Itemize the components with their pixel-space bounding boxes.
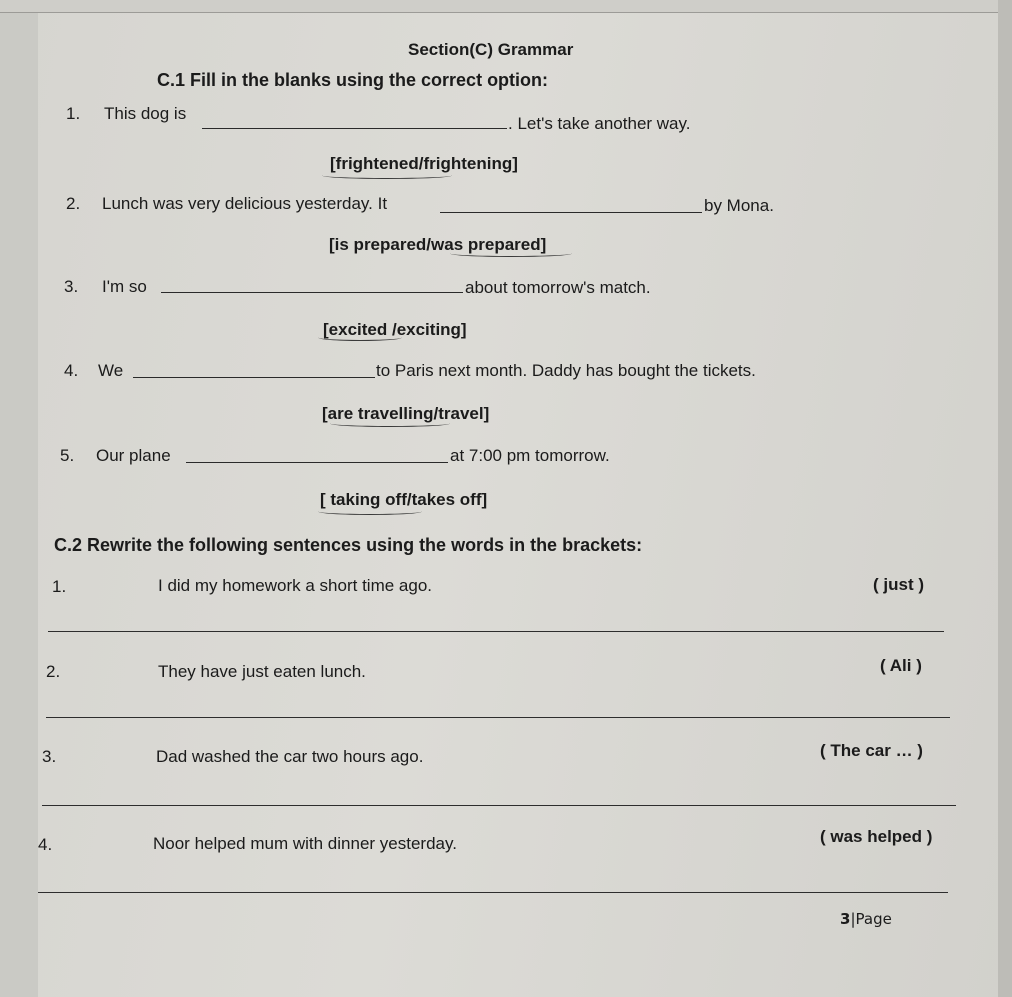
c1-option-bracket: [ taking off/takes off]	[320, 490, 488, 509]
c1-option-bracket: [is prepared/was prepared]	[329, 235, 547, 254]
c1-item-text-after: about tomorrow's match.	[465, 278, 651, 297]
c1-option-bracket: [frightened/frightening]	[330, 154, 518, 173]
c1-answer-blank[interactable]	[202, 128, 507, 129]
c1-item-text-before: This dog is	[104, 104, 187, 123]
c1-heading: C.1 Fill in the blanks using the correct option:	[157, 70, 549, 90]
c2-answer-line[interactable]	[42, 805, 956, 806]
c1-answer-blank[interactable]	[186, 462, 448, 463]
c1-item-text-before: Our plane	[96, 446, 171, 465]
c1-option-bracket: [are travelling/travel]	[322, 404, 490, 423]
page-number-value: 3	[840, 910, 851, 928]
c2-item-sentence: Noor helped mum with dinner yesterday.	[153, 834, 457, 853]
pen-underline-mark	[322, 172, 452, 179]
pen-underline-mark	[318, 508, 422, 515]
c2-answer-line[interactable]	[48, 631, 944, 632]
c2-item-number: 2.	[46, 662, 61, 681]
pen-underline-mark	[318, 334, 402, 341]
c2-answer-line[interactable]	[38, 892, 948, 893]
c1-answer-blank[interactable]	[161, 292, 463, 293]
c2-item-sentence: They have just eaten lunch.	[158, 662, 366, 681]
pen-underline-mark	[450, 250, 572, 257]
c1-item-text-before: We	[98, 361, 124, 380]
page-left-shadow	[0, 0, 38, 997]
c2-item-number: 3.	[42, 747, 57, 766]
c2-heading: C.2 Rewrite the following sentences using the words in the brackets:	[54, 535, 643, 555]
c1-item-number: 2.	[66, 194, 81, 213]
section-title: Section(C) Grammar	[408, 40, 574, 59]
c1-item-text-after: at 7:00 pm tomorrow.	[450, 446, 610, 465]
c2-item-sentence: I did my homework a short time ago.	[158, 576, 433, 595]
c2-item-hint: ( Ali )	[880, 656, 922, 675]
c2-answer-line[interactable]	[46, 717, 950, 718]
c2-item-number: 1.	[52, 577, 67, 596]
c2-item-hint: ( just )	[873, 575, 924, 594]
c2-item-number: 4.	[38, 835, 53, 854]
c1-item-text-after: by Mona.	[704, 196, 774, 215]
c1-answer-blank[interactable]	[440, 212, 702, 213]
c2-item-sentence: Dad washed the car two hours ago.	[156, 747, 424, 766]
c2-item-hint: ( The car … )	[820, 741, 923, 760]
c1-item-number: 1.	[66, 104, 81, 123]
page-top-edge	[0, 0, 1012, 13]
c1-item-number: 3.	[64, 277, 79, 296]
c1-item-text-after: . Let's take another way.	[508, 114, 691, 133]
c1-item-text-before: I'm so	[102, 277, 147, 296]
c1-item-text-before: Lunch was very delicious yesterday. It	[102, 194, 388, 213]
c1-answer-blank[interactable]	[133, 377, 375, 378]
c1-option-bracket: [excited /exciting]	[323, 320, 467, 339]
c1-item-number: 5.	[60, 446, 75, 465]
page-number-label: Page	[855, 910, 892, 928]
c1-item-text-after: to Paris next month. Daddy has bought the tickets.	[376, 361, 756, 380]
page-number	[840, 910, 892, 928]
page-number-separator: |	[850, 910, 856, 928]
c1-item-number: 4.	[64, 361, 79, 380]
page-right-edge	[998, 0, 1012, 997]
c2-item-hint: ( was helped )	[820, 827, 933, 846]
pen-underline-mark	[330, 420, 450, 427]
